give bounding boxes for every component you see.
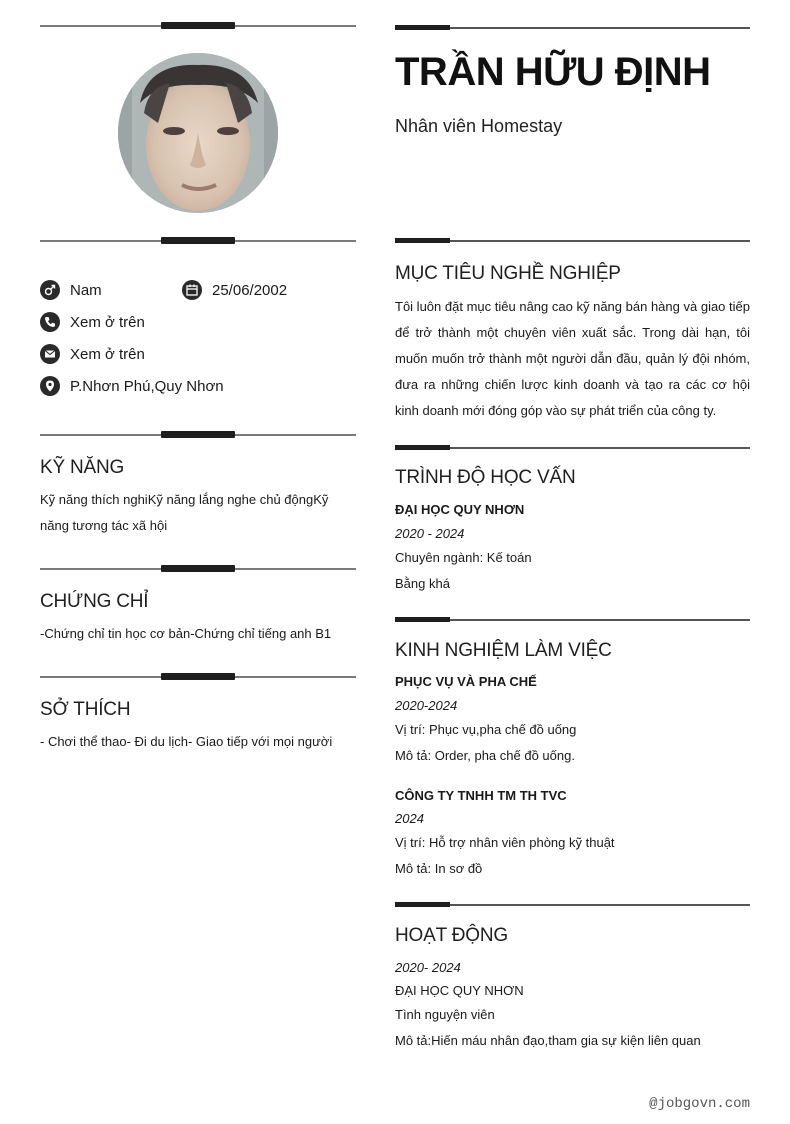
- candidate-name: TRẦN HỮU ĐỊNH: [395, 50, 711, 94]
- mail-icon: [40, 344, 60, 364]
- divider: [40, 431, 356, 439]
- experience-description: Mô tả: Order, pha chế đồ uống.: [395, 748, 575, 763]
- location-icon: [40, 376, 60, 396]
- birthday-value: 25/06/2002: [212, 281, 288, 299]
- divider: [395, 445, 750, 451]
- certificates-text: -Chứng chỉ tin học cơ bản-Chứng chỉ tiếng anh B1: [40, 626, 332, 641]
- activities-title: HOẠT ĐỘNG: [395, 925, 508, 946]
- experience-position: Vị trí: Hỗ trợ nhân viên phòng kỹ thuật: [395, 835, 615, 850]
- phone-value: Xem ở trên: [70, 313, 145, 331]
- address-value: P.Nhơn Phú,Quy Nhơn: [70, 377, 224, 395]
- avatar: [118, 53, 278, 213]
- education-major: Chuyên ngành: Kế toán: [395, 550, 532, 565]
- divider: [395, 902, 750, 908]
- experience-title: KINH NGHIỆM LÀM VIỆC: [395, 640, 612, 661]
- activities-description: Mô tả:Hiến máu nhân đạo,tham gia sự kiện liên quan: [395, 1033, 701, 1048]
- activities-period: 2020- 2024: [395, 960, 461, 975]
- job-title: Nhân viên Homestay: [395, 116, 563, 136]
- divider: [40, 237, 356, 245]
- phone-icon: [40, 312, 60, 332]
- divider: [40, 673, 356, 681]
- education-school: ĐẠI HỌC QUY NHƠN: [395, 502, 525, 517]
- experience-company: PHỤC VỤ VÀ PHA CHẾ: [395, 674, 537, 689]
- gender-value: Nam: [70, 281, 102, 299]
- skills-title: KỸ NĂNG: [40, 457, 125, 478]
- skills-text: Kỹ năng thích nghiKỹ năng lắng nghe chủ độngKỹ năng tương tác xã hội: [40, 492, 329, 533]
- experience-period: 2024: [395, 811, 424, 826]
- education-period: 2020 - 2024: [395, 526, 465, 541]
- experience-period: 2020-2024: [395, 698, 458, 713]
- experience-company: CÔNG TY TNHH TM TH TVC: [395, 788, 567, 803]
- experience-position: Vị trí: Phục vụ,pha chế đồ uống: [395, 722, 577, 737]
- divider: [40, 565, 356, 573]
- divider: [395, 238, 750, 244]
- address-row: [40, 376, 224, 396]
- email-value: Xem ở trên: [70, 345, 145, 363]
- hobbies-title: SỞ THÍCH: [40, 699, 131, 720]
- education-title: TRÌNH ĐỘ HỌC VẤN: [395, 467, 576, 488]
- experience-description: Mô tả: In sơ đồ: [395, 861, 483, 876]
- hobbies-text: - Chơi thể thao- Đi du lịch- Giao tiếp với mọi người: [40, 734, 333, 749]
- email-row: [40, 344, 145, 364]
- objective-title: MỤC TIÊU NGHỀ NGHIỆP: [395, 263, 621, 284]
- education-degree: Bằng khá: [395, 576, 450, 591]
- profile-photo: [118, 53, 278, 213]
- birthday-row: [182, 280, 287, 300]
- divider: [40, 22, 356, 30]
- calendar-icon: [182, 280, 202, 300]
- gender-icon: [40, 280, 60, 300]
- certificates-title: CHỨNG CHỈ: [40, 591, 149, 612]
- activities-organization: ĐẠI HỌC QUY NHƠN: [395, 983, 524, 998]
- phone-row: [40, 312, 145, 332]
- watermark: @jobgovn.com: [649, 1096, 750, 1112]
- gender-row: [40, 280, 102, 300]
- objective-text: Tôi luôn đặt mục tiêu nâng cao kỹ năng bán hàng và giao tiếp để trở thành một chuyên viên xuất sắc. Trong dài hạn, tôi muốn muốn trở thành một người dẫn đầu, quản lý đội nhóm, đưa ra những chiến lược kinh doanh và tạo ra các cơ hội kinh doanh mới đóng góp vào sự phát triển của công ty.: [395, 299, 750, 418]
- divider: [395, 25, 750, 31]
- activities-role: Tình nguyện viên: [395, 1007, 495, 1022]
- divider: [395, 617, 750, 623]
